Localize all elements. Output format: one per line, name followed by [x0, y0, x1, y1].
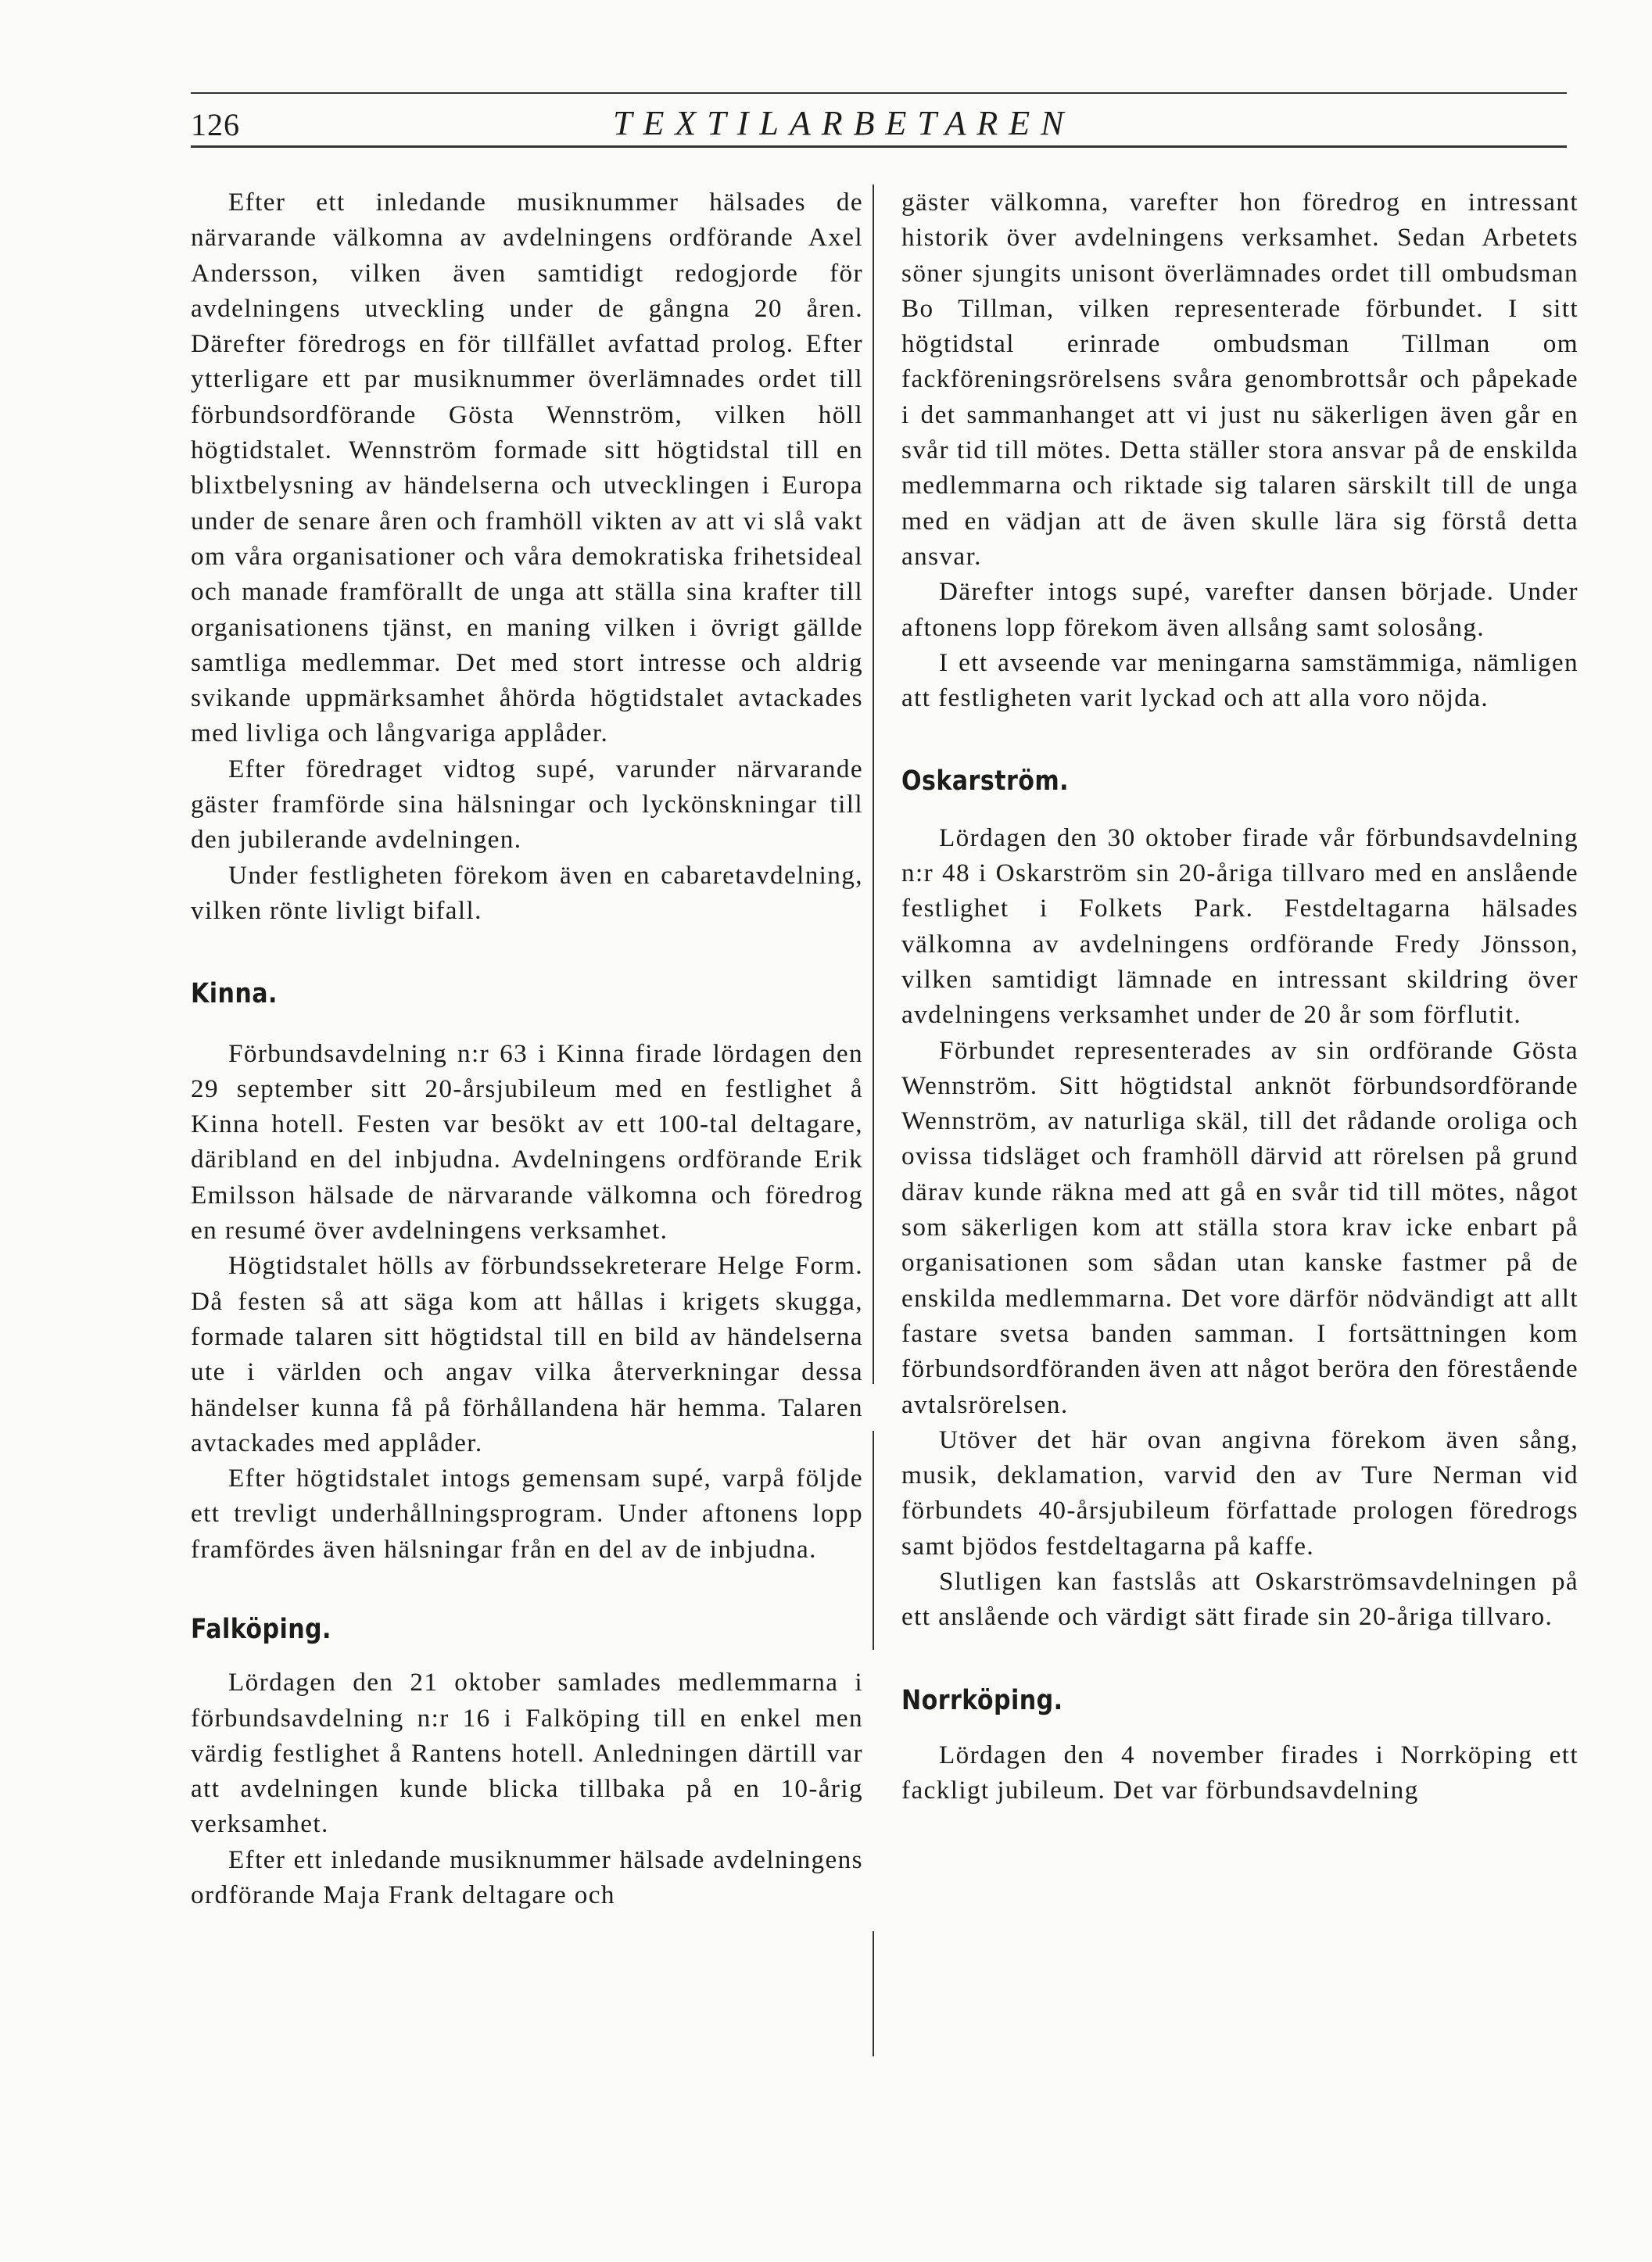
paragraph: Förbundsavdelning n:r 63 i Kinna firade lördagen den 29 september sitt 20-årsjubileum med en festlighet å Kinna hotell. Festen var besökt av ett 100-tal deltagare, däribland en del inbjudna. Avdelningens ordförande Erik Emilsson hälsade de närvarande välkomna och föredrog en resumé över avdelningens verksamhet. [191, 1038, 863, 1246]
paragraph: Efter föredraget vidtog supé, varunder närvarande gäster framförde sina hälsningar och lyckönskningar till den jubilerande avdelningen. [191, 754, 863, 855]
paragraph: Lördagen den 4 november firades i Norrköping ett fackligt jubileum. Det var förbundsavdelning [901, 1740, 1579, 1805]
journal-title: TEXTILARBETAREN [613, 104, 1075, 142]
column-divider [873, 876, 874, 1384]
column-divider [873, 1931, 874, 2056]
header-top-rule [191, 92, 1567, 94]
right-column [901, 185, 1579, 1808]
column-divider [873, 1431, 874, 1650]
section-heading-norrkoping: Norrköping. [901, 1684, 1063, 1716]
section-heading-falkoping: Falköping. [191, 1613, 331, 1645]
paragraph: Efter högtidstalet intogs gemensam supé, varpå följde ett trevligt underhållningsprogram. Under aftonens lopp framfördes även hälsningar från en del av de inbjudna. [191, 1464, 863, 1564]
left-column [191, 185, 863, 1912]
paragraph: gäster välkomna, varefter hon föredrog en intressant historik över avdelningens verksamhet. Sedan Arbetets söner sjungits unisont överlämnades ordet till ombudsman Bo Tillman, vilken representerade förbundet. I sitt högtidstal erinrade ombudsman Tillman om fackföreningsrörelsens svåra genombrottsår och påpekade i det sammanhanget att vi just nu säkerligen även går en svår tid till mötes. Detta ställer stora ansvar på de enskilda medlemmarna och riktade sig talaren särskilt till de unga med en vädjan att de även skulle lära sig förstå detta ansvar. [901, 188, 1579, 571]
paragraph: I ett avseende var meningarna samstämmiga, nämligen att festligheten varit lyckad och att alla voro nöjda. [901, 647, 1579, 713]
header-bottom-rule [191, 145, 1567, 148]
paragraph: Lördagen den 30 oktober firade vår förbundsavdelning n:r 48 i Oskarström sin 20-åriga tillvaro med en anslående festlighet i Folkets Park. Festdeltagarna hälsades välkomna av avdelningens ordförande Fredy Jönsson, vilken samtidigt lämnade en intressant skildring över avdelningens verksamhet under de 20 år som förflutit. [901, 823, 1579, 1030]
paragraph: Utöver det här ovan angivna förekom även sång, musik, deklamation, varvid den av Ture Nerman vid förbundets 40-årsjubileum författade prologen föredrogs samt bjödos festdeltagarna på kaffe. [901, 1425, 1579, 1561]
section-heading-kinna: Kinna. [191, 978, 278, 1010]
paragraph: Förbundet representerades av sin ordförande Gösta Wennström. Sitt högtidstal anknöt förbundsordförande Wennström, av naturliga skäl, till det rådande oroliga och ovissa tidsläget och framhöll därvid att rörelsen på grund därav kunde räkna med att gå en svår tid till mötes, något som säkerligen kom att ställa stora krav icke enbart på organisationen som sådan utan kanske fastmer på de enskilda medlemmarna. Det vore därför nödvändigt att allt fastare svetsa banden samman. I fortsättningen kom förbundsordföranden även att något beröra den förestående avtalsrörelsen. [901, 1035, 1579, 1419]
page-header [191, 88, 1567, 150]
paragraph: Därefter intogs supé, varefter dansen började. Under aftonens lopp förekom även allsång samt solosång. [901, 577, 1579, 642]
paragraph: Efter ett inledande musiknummer hälsade avdelningens ordförande Maja Frank deltagare och [191, 1844, 863, 1910]
paragraph: Högtidstalet hölls av förbundssekreterare Helge Form. Då festen så att säga kom att hållas i krigets skugga, formade talaren sitt högtidstal till en bild av händelserna ute i världen och angav vilka återverkningar dessa händelser kunna få på förhållandena här hemma. Talaren avtackades med applåder. [191, 1251, 863, 1457]
paragraph: Slutligen kan fastslås att Oskarströmsavdelningen på ett anslående och värdigt sätt firade sin 20-åriga tillvaro. [901, 1566, 1579, 1632]
page-number: 126 [191, 107, 240, 142]
paragraph: Lördagen den 21 oktober samlades medlemmarna i förbundsavdelning n:r 16 i Falköping till en enkel men värdig festlighet å Rantens hotell. Anledningen därtill var att avdelningen kunde blicka tillbaka på en 10-årig verksamhet. [191, 1668, 863, 1839]
paragraph: Under festligheten förekom även en cabaretavdelning, vilken rönte livligt bifall. [191, 860, 863, 925]
paragraph: Efter ett inledande musiknummer hälsades de närvarande välkomna av avdelningens ordförande Axel Andersson, vilken även samtidigt redogjorde för avdelningens utveckling under de gångna 20 åren. Därefter föredrogs en för tillfället avfattad prolog. Efter ytterligare ett par musiknummer överlämnades ordet till förbundsordförande Gösta Wennström, vilken höll högtidstalet. Wennström formade sitt högtidstal till en blixtbelysning av händelserna och utvecklingen i Europa under de senare åren och framhöll vikten av att vi slå vakt om våra organisationer och våra demokratiska frihetsideal och manade framförallt de unga att ställa sina krafter till organisationens tjänst, en maning vilken i övrigt gällde samtliga medlemmar. Det med stort intresse och aldrig svikande uppmärksamhet åhörda högtidstalet avtackades med livliga och långvariga applåder. [191, 188, 863, 748]
section-heading-oskarstrom: Oskarström. [901, 765, 1070, 798]
